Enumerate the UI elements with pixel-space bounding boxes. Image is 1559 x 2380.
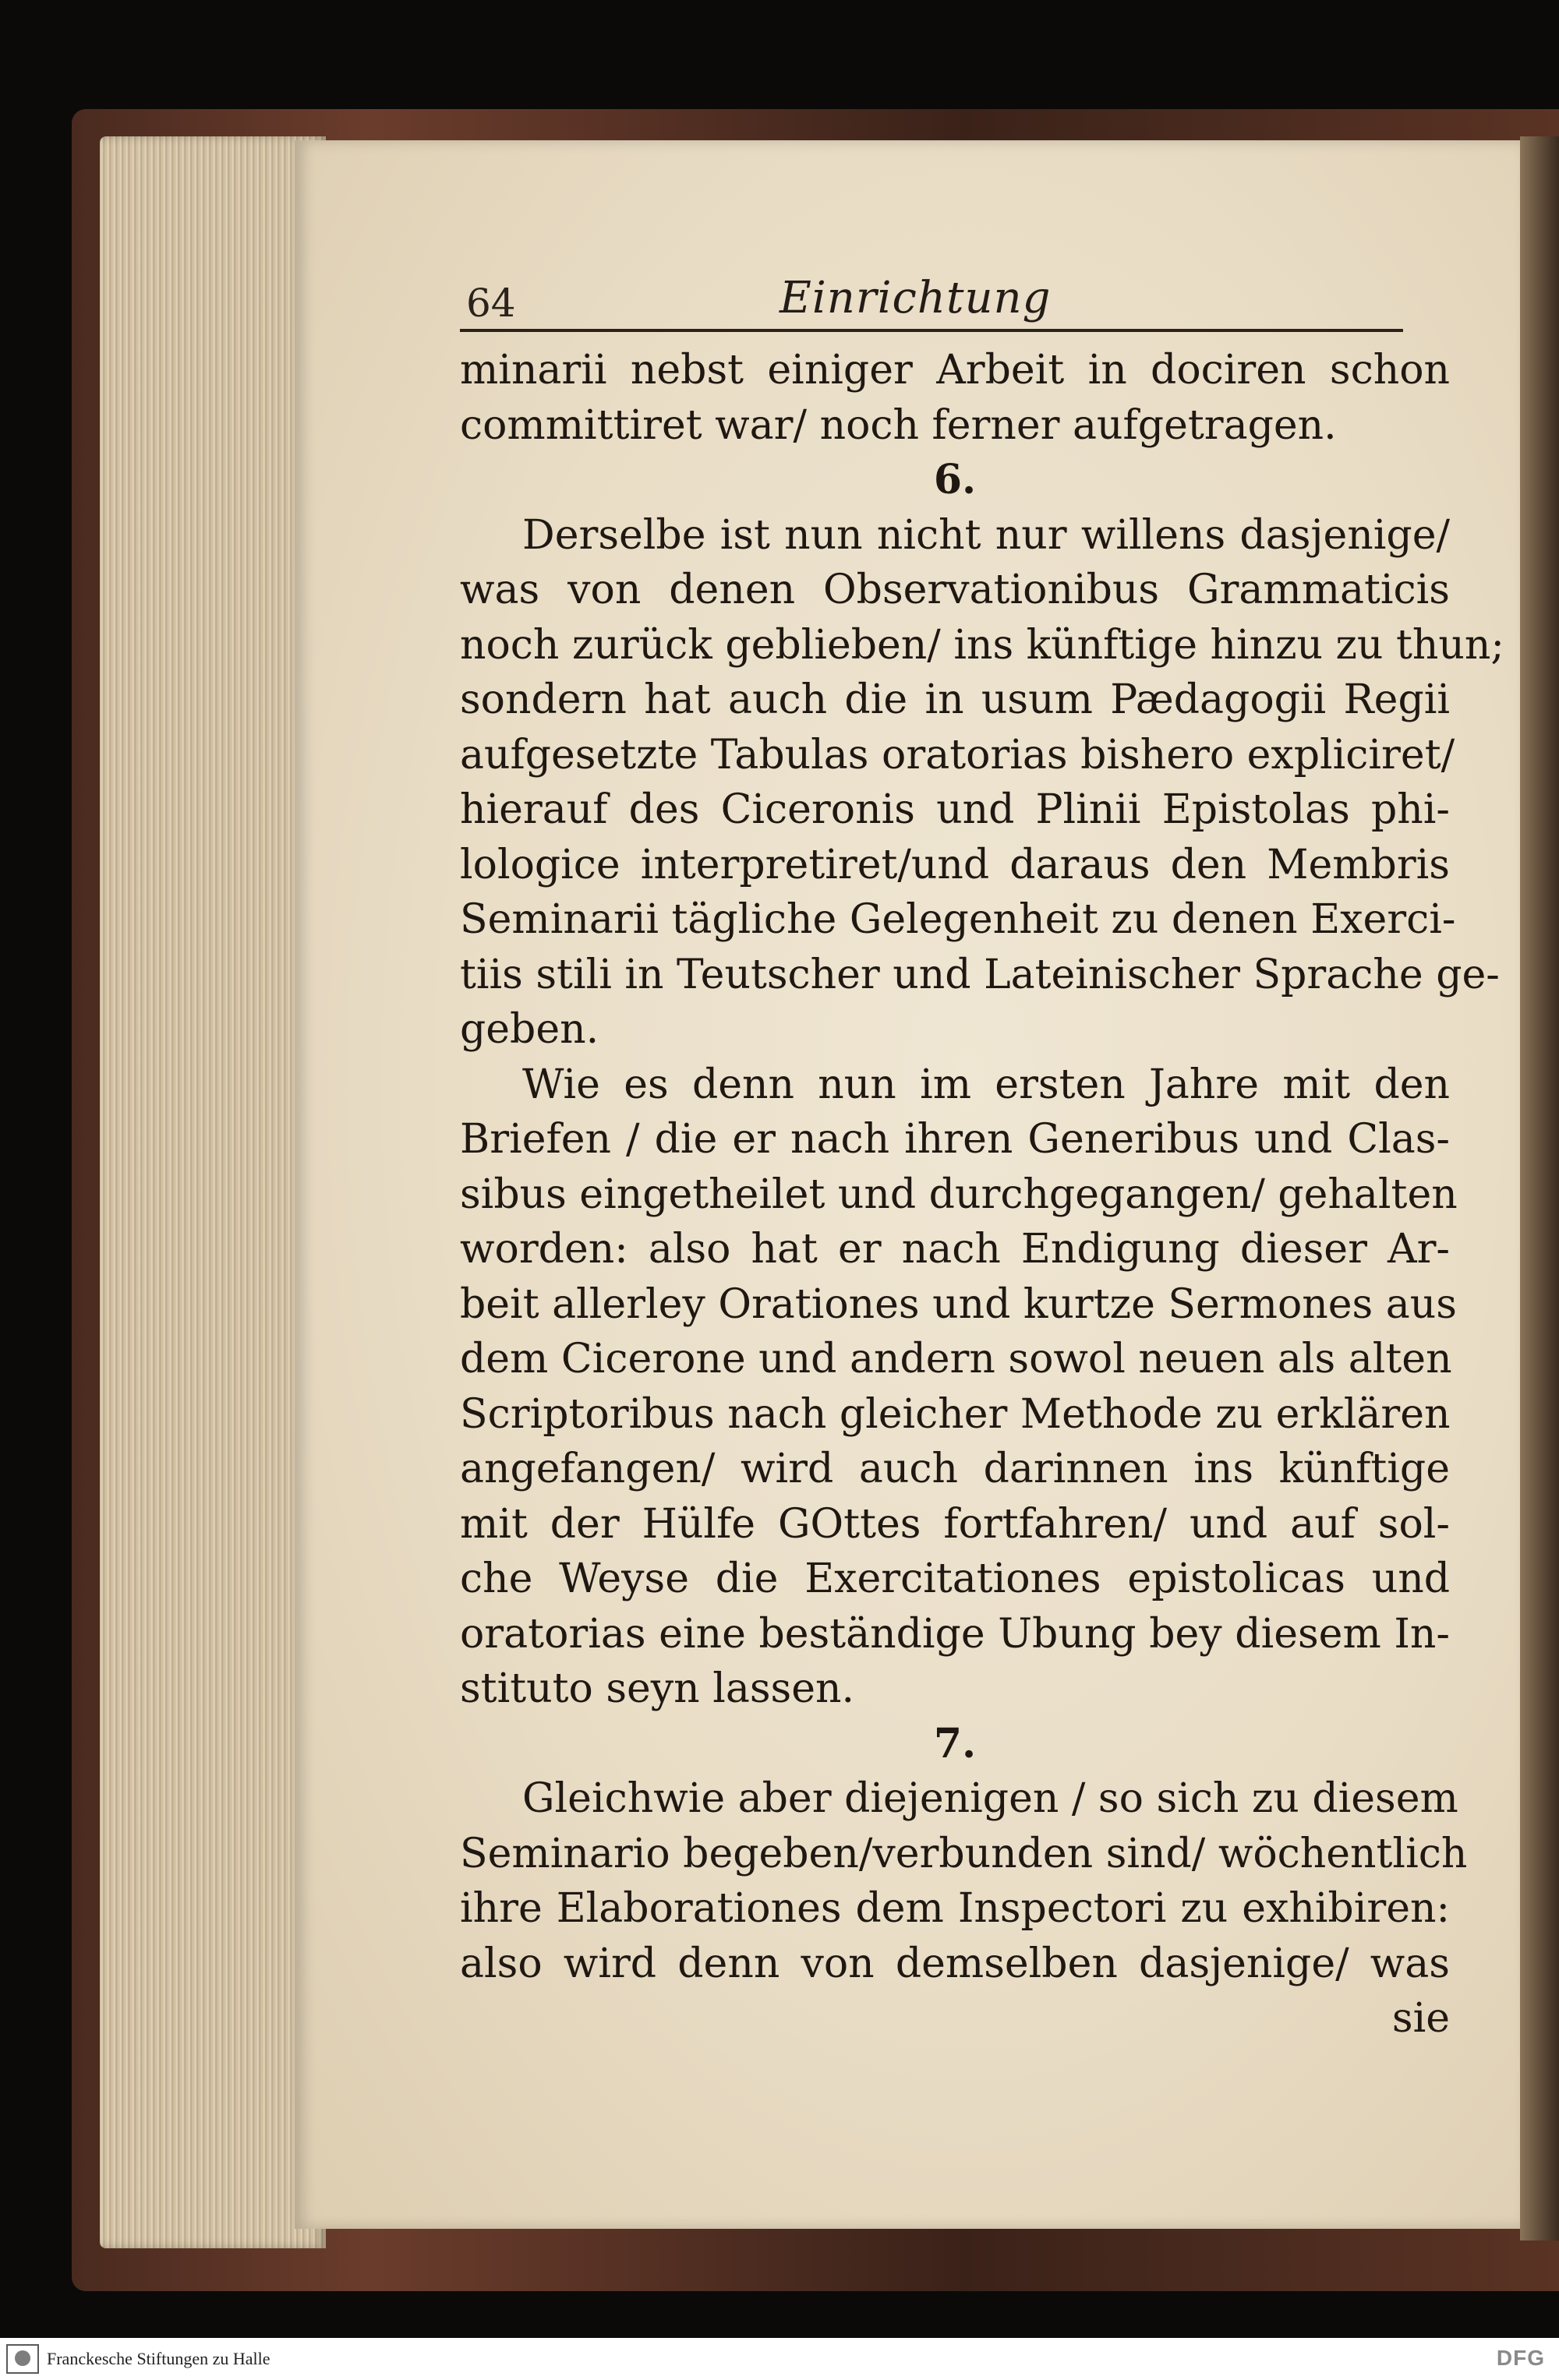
text-line: lologice interpretiret/und daraus den Membris: [460, 841, 1450, 888]
text-line: Seminarii tägliche Gelegenheit zu denen Exerci-: [460, 896, 1456, 943]
text-line: hierauf des Ciceronis und Plinii Epistolas phi-: [460, 786, 1450, 833]
text-line: sibus eingetheilet und durchgegangen/ gehalten: [460, 1171, 1458, 1218]
text-line: Scriptoribus nach gleicher Methode zu erklären: [460, 1390, 1451, 1438]
head-rule: [460, 329, 1403, 332]
text-line: geben.: [460, 1006, 599, 1053]
institution-name: Franckesche Stiftungen zu Halle: [47, 2349, 270, 2368]
page-number: 64: [466, 281, 516, 326]
text-line: minarii nebst einiger Arbeit in dociren schon: [460, 347, 1450, 394]
text-line: Derselbe ist nun nicht nur willens dasjenige/: [522, 511, 1450, 559]
gutter-shadow: [1520, 136, 1559, 2241]
dfg-logo: DFG: [1496, 2346, 1545, 2370]
text-line: worden: also hat er nach Endigung dieser Ar-: [460, 1226, 1450, 1273]
section-number: 7.: [933, 1719, 977, 1767]
text-line: oratorias eine beständige Ubung bey diesem In-: [460, 1610, 1450, 1658]
text-line: Seminario begeben/verbunden sind/ wöchentlich: [460, 1830, 1468, 1877]
text-line: committiret war/ noch ferner aufgetragen.: [460, 401, 1337, 449]
text-line: beit allerley Orationes und kurtze Sermones aus: [460, 1280, 1457, 1328]
institution-logo-icon: [6, 2344, 39, 2374]
text-line: Wie es denn nun im ersten Jahre mit den: [522, 1061, 1450, 1108]
text-line: ihre Elaborationes dem Inspectori zu exhibiren:: [460, 1885, 1450, 1932]
text-line: mit der Hülfe GOttes fortfahren/ und auf sol-: [460, 1500, 1450, 1548]
text-line: tiis stili in Teutscher und Lateinischer Sprache ge-: [460, 951, 1500, 998]
text-line: angefangen/ wird auch darinnen ins künftige: [460, 1446, 1450, 1492]
text-line: sondern hat auch die in usum Pædagogii Regii: [460, 676, 1450, 723]
text-line: Briefen / die er nach ihren Generibus und Clas-: [460, 1116, 1450, 1163]
text-line: stituto seyn lassen.: [460, 1665, 854, 1712]
text-line: was von denen Observationibus Grammaticis: [460, 567, 1450, 613]
section-number: 6.: [933, 456, 977, 503]
text-line: che Weyse die Exercitationes epistolicas und: [460, 1555, 1450, 1602]
footer-bar: [0, 2338, 1559, 2380]
text-line: also wird denn von demselben dasjenige/ was: [460, 1940, 1450, 1987]
text-line: Gleichwie aber diejenigen / so sich zu diesem: [522, 1775, 1458, 1822]
text-line: noch zurück geblieben/ ins künftige hinzu zu thun;: [460, 621, 1504, 669]
catchword: sie: [1391, 1995, 1450, 2042]
text-line: aufgesetzte Tabulas oratorias bishero expliciret/: [460, 731, 1455, 779]
page-edges: [100, 136, 326, 2248]
body-text: [460, 343, 1504, 2046]
running-head: Einrichtung: [780, 273, 1052, 323]
text-line: dem Cicerone und andern sowol neuen als alten: [460, 1336, 1452, 1382]
